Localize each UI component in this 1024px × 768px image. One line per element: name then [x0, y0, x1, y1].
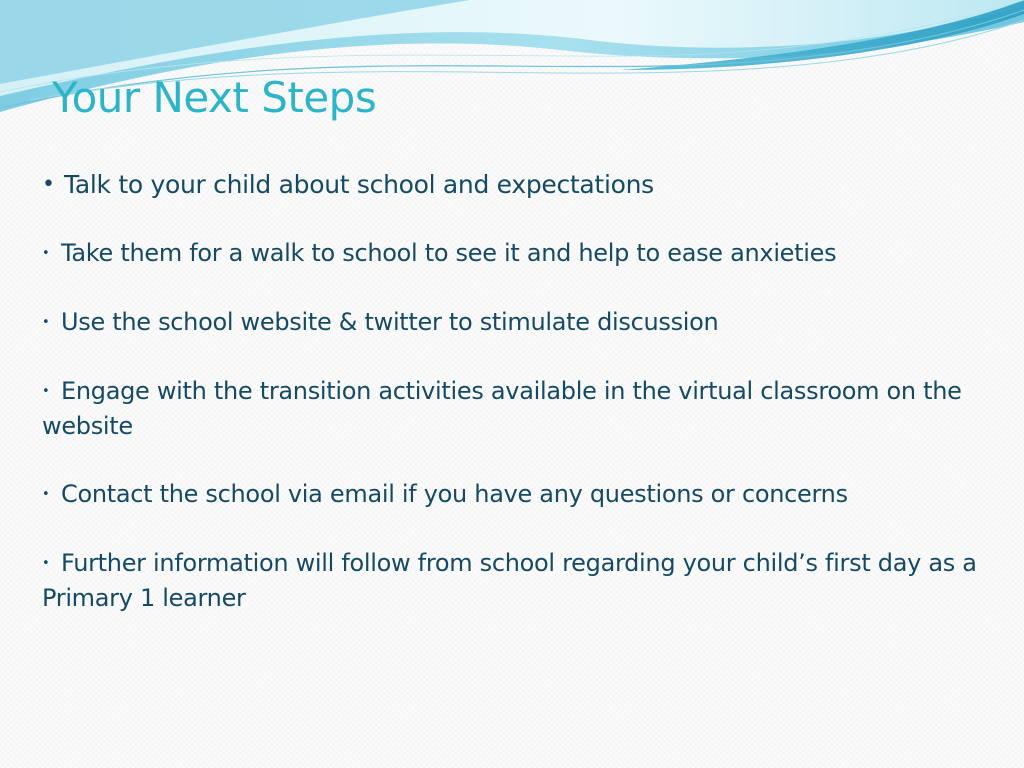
list-item [42, 546, 992, 615]
bullet-dot-icon: • [42, 246, 50, 261]
bullet-dot-icon: • [42, 315, 50, 330]
bullet-dot-icon: • [42, 556, 50, 571]
list-item [42, 477, 992, 512]
slide-title: Your Next Steps [52, 73, 377, 122]
list-item-text: Talk to your child about school and expectations [64, 170, 654, 199]
list-item-text: Contact the school via email if you have any questions or concerns [61, 480, 848, 508]
next-steps-list [42, 168, 992, 615]
list-item-text: Take them for a walk to school to see it and help to ease anxieties [61, 239, 837, 267]
list-item-text: Use the school website & twitter to stimulate discussion [61, 308, 719, 336]
bullet-dot-icon: • [42, 172, 55, 197]
list-item [42, 305, 992, 340]
bullet-dot-icon: • [42, 384, 50, 399]
list-item-text: Further information will follow from school regarding your child’s first day as a Primary 1 learner [42, 549, 977, 612]
list-item-text: Engage with the transition activities available in the virtual classroom on the website [42, 377, 962, 440]
list-item [42, 168, 992, 202]
list-item [42, 236, 992, 271]
list-item [42, 374, 992, 443]
bullet-dot-icon: • [42, 487, 50, 502]
